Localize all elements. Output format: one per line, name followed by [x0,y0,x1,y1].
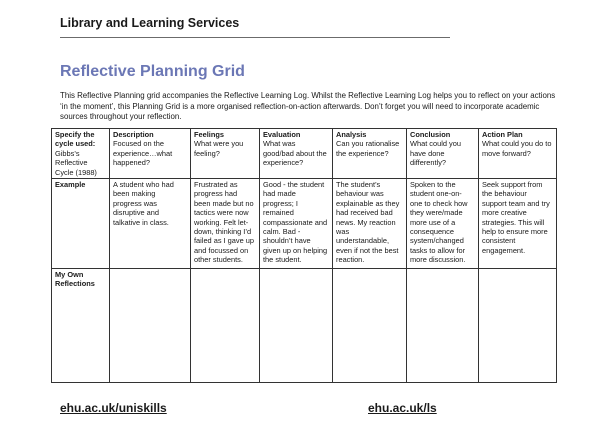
column-prompt: What were you feeling? [194,139,244,158]
column-title: Conclusion [410,130,451,139]
own-reflections-label: My Own Reflections [52,269,110,383]
header-divider [60,37,450,38]
example-analysis-cell: The student’s behaviour was explainable as they had received bad news. My reaction was understandable, even if not the best reaction. [333,179,407,269]
column-header-evaluation [260,129,333,179]
column-header-feelings [191,129,260,179]
own-reflections-row [52,269,557,383]
column-title: Feelings [194,130,224,139]
column-title: Description [113,130,154,139]
example-row-label: Example [52,179,110,269]
own-conclusion-cell[interactable] [407,269,479,383]
column-title: Evaluation [263,130,301,139]
own-evaluation-cell[interactable] [260,269,333,383]
page-title: Reflective Planning Grid [60,63,245,80]
column-prompt: What could you have done differently? [410,139,461,168]
cycle-label: Specify the cycle used: [55,130,96,149]
uniskills-link[interactable]: ehu.ac.uk/uniskills [60,401,167,415]
example-row [52,179,557,269]
own-action-plan-cell[interactable] [479,269,557,383]
intro-paragraph: This Reflective Planning grid accompanies the Reflective Learning Log. Whilst the Reflective Learning Log helps you to reflect on your actions ‘in the moment’, this Planning Grid is a more organised reflection-on-action afterwards. Don’t forget you will need to incorporate academic sources throughout your reflection. [60,91,556,122]
header-title: Library and Learning Services [60,16,240,30]
column-title: Analysis [336,130,367,139]
column-prompt: Focused on the experience…what happened? [113,139,173,168]
library-services-link[interactable]: ehu.ac.uk/ls [368,401,437,415]
reflective-planning-table [51,128,557,383]
column-prompt: What could you do to move forward? [482,139,552,158]
column-prompt: Can you rationalise the experience? [336,139,400,158]
column-header-conclusion [407,129,479,179]
example-conclusion-cell: Spoken to the student one-on-one to check how they were/made more use of a consequence system/changed tasks to allow for more discussion. [407,179,479,269]
column-header-description [110,129,191,179]
own-description-cell[interactable] [110,269,191,383]
own-feelings-cell[interactable] [191,269,260,383]
example-action-plan-cell: Seek support from the behaviour support team and try more creative strategies. This will help to ensure more consistent engagement. [479,179,557,269]
column-title: Action Plan [482,130,523,139]
column-header-analysis [333,129,407,179]
example-description-cell: A student who had been making progress was disruptive and talkative in class. [110,179,191,269]
column-header-action-plan [479,129,557,179]
table-header-row [52,129,557,179]
column-prompt: What was good/bad about the experience? [263,139,327,168]
cycle-value: Gibbs’s Reflective Cycle (1988) [55,148,97,177]
example-feelings-cell: Frustrated as progress had been made but no tactics were now working. Felt let-down, thinking I’d failed as I gave up and focussed on other students. [191,179,260,269]
own-analysis-cell[interactable] [333,269,407,383]
example-evaluation-cell: Good - the student had made progress; I remained compassionate and calm. Bad - shouldn’t have given up on helping the student. [260,179,333,269]
cycle-cell [52,129,110,179]
